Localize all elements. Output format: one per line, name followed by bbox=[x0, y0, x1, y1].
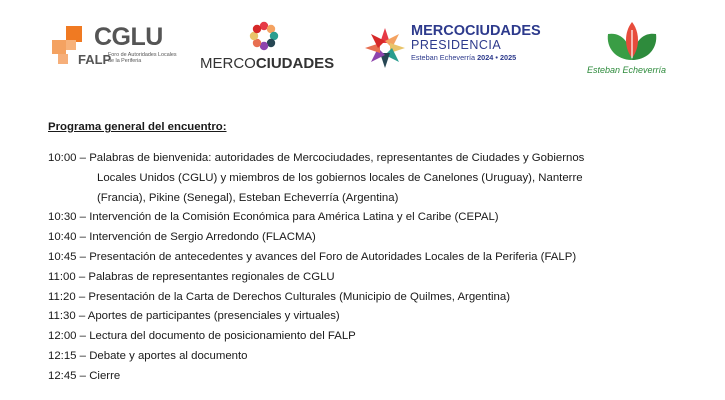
presidencia-star-icon bbox=[363, 26, 407, 70]
esteban-echeverria-logo bbox=[587, 20, 677, 76]
item-time: 12:15 bbox=[48, 349, 77, 362]
item-time: 12:00 bbox=[48, 330, 77, 343]
logo-header bbox=[0, 0, 725, 100]
program-item bbox=[48, 268, 708, 288]
item-separator: – bbox=[75, 290, 89, 303]
program-item bbox=[48, 367, 708, 387]
leaves-icon bbox=[596, 20, 668, 64]
item-time: 11:30 bbox=[48, 310, 76, 323]
presidencia-tagline bbox=[411, 54, 516, 62]
item-time: 12:45 bbox=[48, 369, 77, 382]
item-separator: – bbox=[76, 250, 90, 263]
presidencia-logo bbox=[363, 24, 563, 74]
program-item bbox=[48, 307, 708, 327]
wordmark-light: MERCO bbox=[200, 55, 256, 72]
falp-description: Foro de Autoridades Locales de la Periferia bbox=[108, 52, 177, 64]
presidencia-subtitle: PRESIDENCIA bbox=[411, 38, 502, 52]
program-line: (Francia), Pikine (Senegal), Esteban Echeverría (Argentina) bbox=[97, 191, 399, 204]
program-item bbox=[48, 347, 708, 367]
presidencia-city: Esteban Echeverría bbox=[411, 53, 476, 62]
program-line bbox=[48, 149, 708, 169]
program-section bbox=[48, 118, 708, 387]
mercociudades-star-icon bbox=[248, 20, 280, 52]
item-time: 10:40 bbox=[48, 231, 77, 244]
program-item bbox=[48, 228, 708, 248]
item-text: Intervención de Sergio Arredondo (FLACMA) bbox=[89, 231, 316, 244]
program-title: Programa general del encuentro: bbox=[48, 121, 227, 133]
cglu-name: CGLU bbox=[94, 23, 163, 51]
item-text: Cierre bbox=[89, 369, 121, 382]
cglu-falp-logo bbox=[50, 24, 180, 70]
falp-name: FALP bbox=[78, 52, 112, 67]
presidencia-title: MERCOCIUDADES bbox=[411, 23, 541, 39]
item-text: Aportes de participantes (presenciales y virtuales) bbox=[87, 310, 340, 323]
item-time: 10:45 bbox=[48, 250, 77, 263]
item-separator: – bbox=[76, 152, 90, 164]
mercociudades-logo bbox=[200, 20, 335, 76]
item-text: Palabras de bienvenida: autoridades de Mercociudades, representantes de Ciudades y Gobiernos bbox=[89, 152, 585, 164]
item-time: 10:00 bbox=[48, 152, 77, 164]
item-separator: – bbox=[75, 310, 88, 323]
item-time: 11:00 bbox=[48, 270, 76, 283]
item-text: Presentación de la Carta de Derechos Culturales (Municipio de Quilmes, Argentina) bbox=[88, 290, 511, 303]
item-separator: – bbox=[75, 270, 89, 283]
item-text: Palabras de representantes regionales de CGLU bbox=[88, 270, 335, 283]
presidencia-years: 2024 • 2025 bbox=[477, 53, 517, 62]
item-separator: – bbox=[76, 231, 90, 244]
program-item bbox=[48, 248, 708, 268]
echeverria-wordmark: Esteban Echeverría bbox=[587, 65, 667, 75]
item-text: Intervención de la Comisión Económica para América Latina y el Caribe (CEPAL) bbox=[89, 211, 499, 224]
mercociudades-wordmark bbox=[200, 56, 334, 72]
program-item bbox=[48, 208, 708, 228]
item-time: 11:20 bbox=[48, 290, 76, 303]
item-separator: – bbox=[76, 330, 90, 343]
item-separator: – bbox=[76, 349, 90, 362]
program-line: Locales Unidos (CGLU) y miembros de los gobiernos locales de Canelones (Uruguay), Nanterre bbox=[97, 171, 583, 184]
item-text: Debate y aportes al documento bbox=[89, 349, 248, 362]
item-separator: – bbox=[76, 369, 90, 382]
item-time: 10:30 bbox=[48, 211, 77, 224]
wordmark-bold: CIUDADES bbox=[255, 55, 335, 72]
item-text: Lectura del documento de posicionamiento del FALP bbox=[89, 330, 356, 343]
program-item bbox=[48, 288, 708, 308]
item-separator: – bbox=[76, 211, 90, 224]
program-item bbox=[48, 327, 708, 347]
item-text: Presentación de antecedentes y avances del Foro de Autoridades Locales de la Periferia (FALP) bbox=[89, 250, 577, 263]
program-item bbox=[48, 149, 708, 208]
